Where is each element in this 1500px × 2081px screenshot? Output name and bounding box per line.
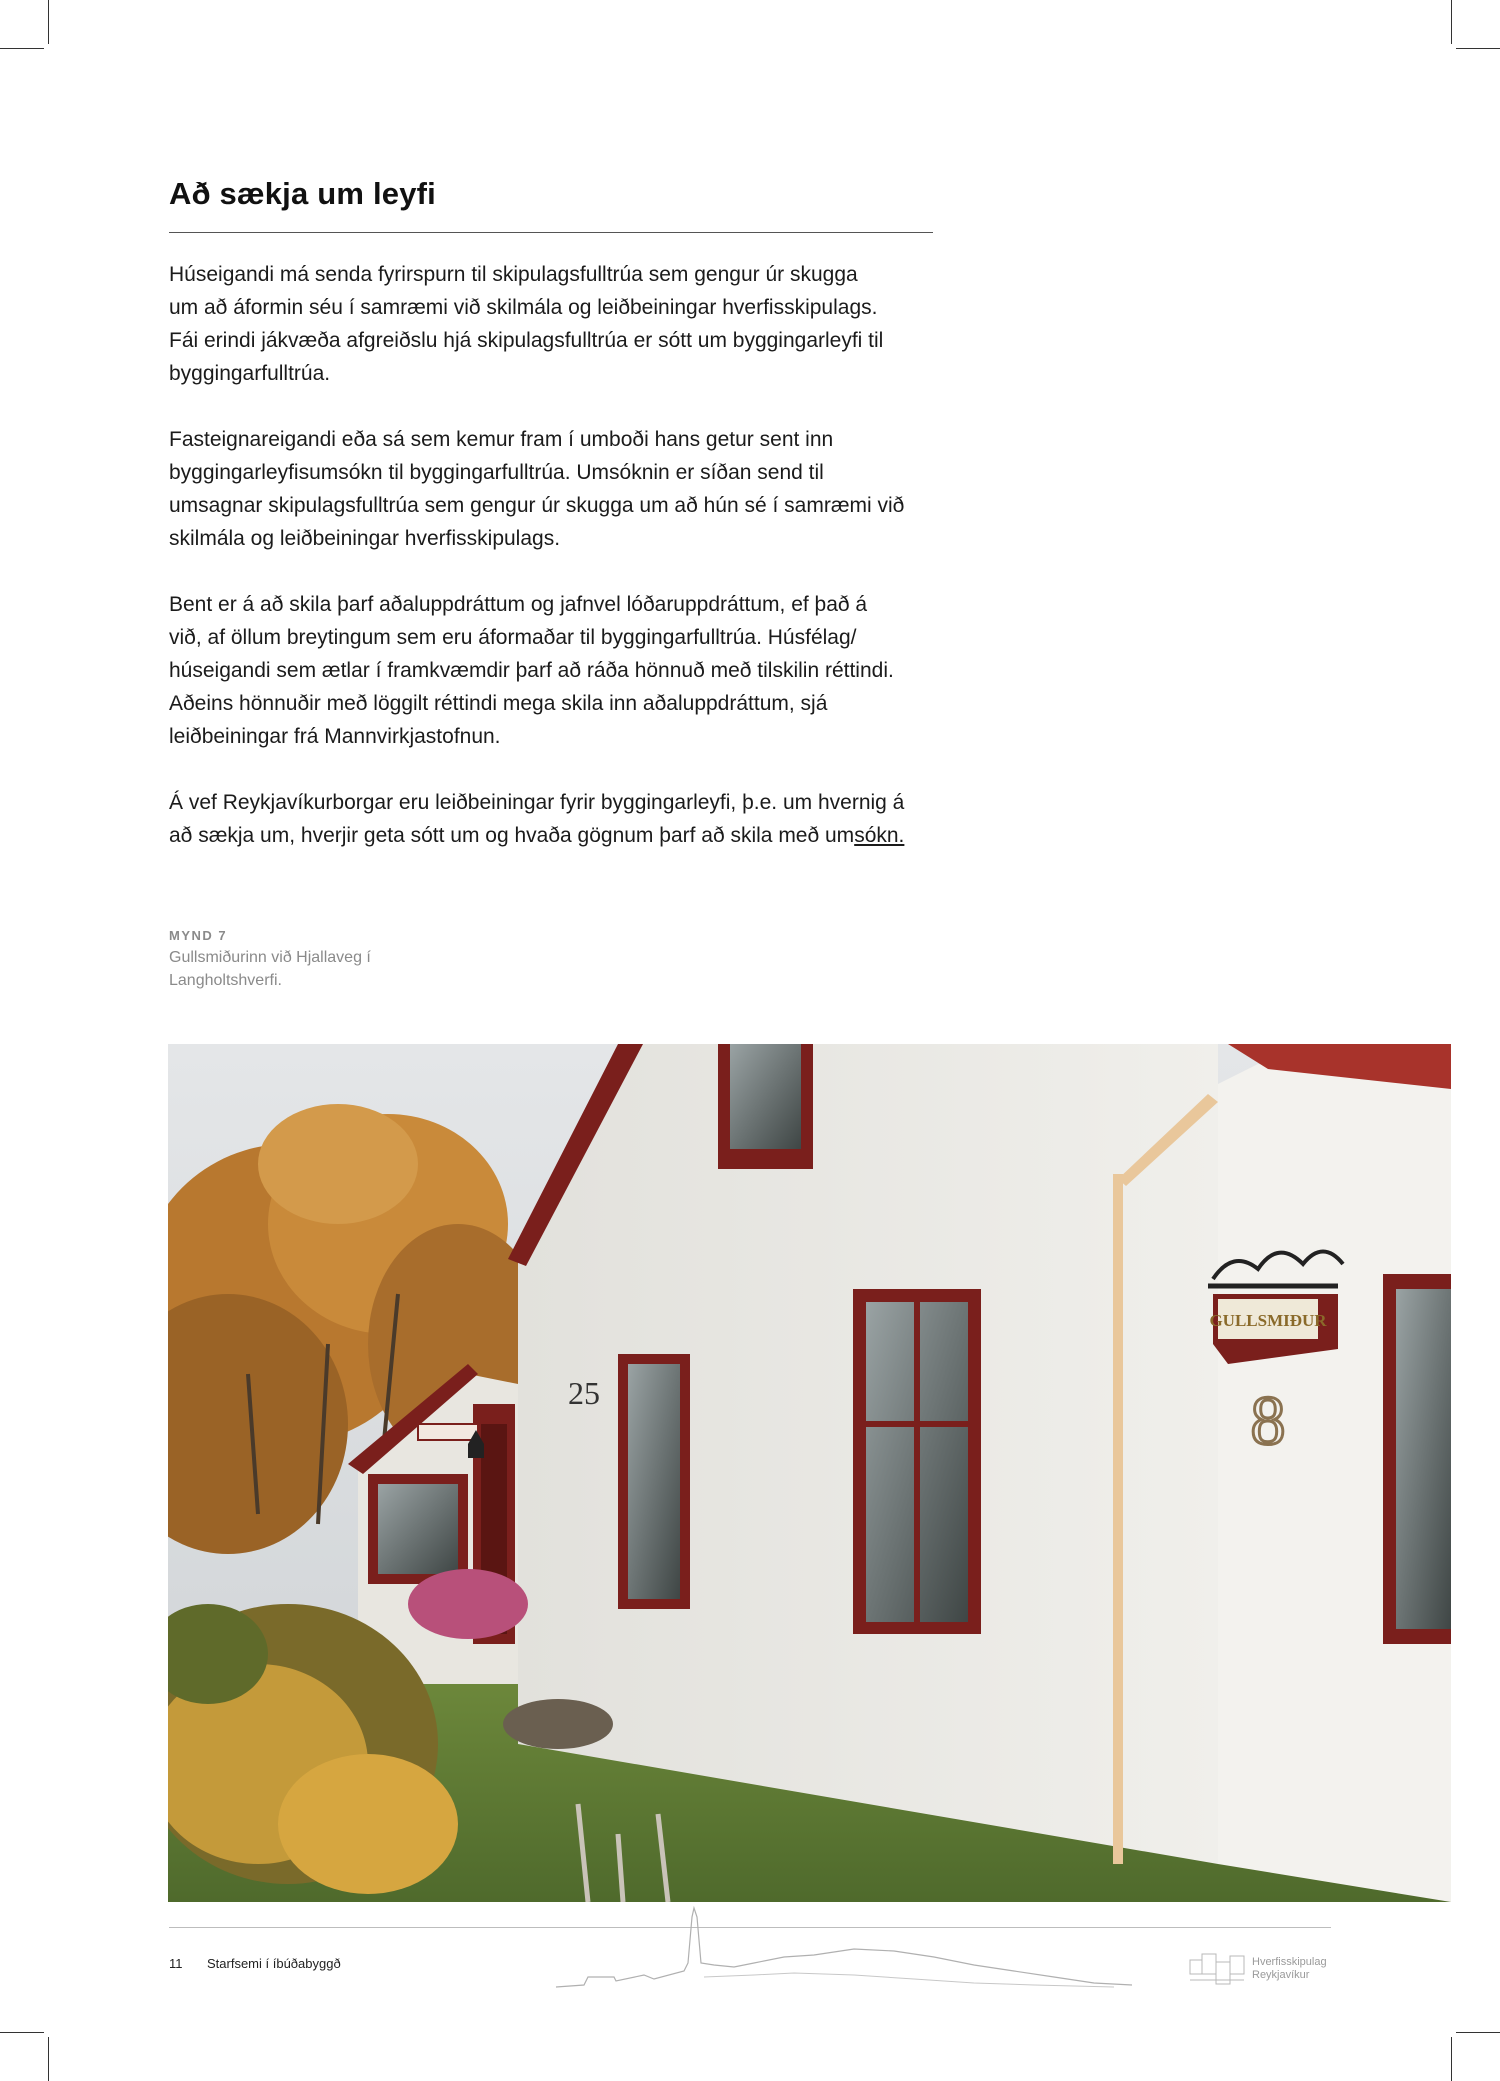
logo-line: Reykjavíkur — [1252, 1969, 1310, 1981]
body-text — [169, 258, 944, 885]
skyline-graphic — [554, 1905, 1134, 1995]
text-line: umsagnar skipulagsfulltrúa sem gengur úr skugga um að hún sé í samræmi við — [169, 494, 905, 517]
page-number: 11 — [169, 1956, 183, 1971]
crop-mark — [1456, 2032, 1500, 2033]
crop-mark — [1451, 2037, 1452, 2081]
text-line: skilmála og leiðbeiningar hverfisskipulags. — [169, 527, 561, 550]
crop-mark — [1451, 0, 1452, 44]
text-line: Aðeins hönnuðir með löggilt réttindi mega skila inn aðaluppdráttum, sjá — [169, 692, 828, 715]
text-line: Fasteignareigandi eða sá sem kemur fram í umboði hans getur sent inn — [169, 428, 834, 451]
logo-line: Hverfisskipulag — [1252, 1956, 1327, 1968]
application-link[interactable]: sókn. — [854, 824, 905, 847]
crop-mark — [48, 2037, 49, 2081]
paragraph — [169, 588, 944, 753]
logo-icon — [1188, 1950, 1248, 1988]
house-number-8: 8 — [1250, 1383, 1286, 1460]
paragraph — [169, 423, 944, 555]
sign-text: GULLSMIÐUR — [1209, 1311, 1327, 1330]
heading-divider — [169, 232, 933, 233]
logo-text — [1252, 1956, 1327, 1982]
text-line: Á vef Reykjavíkurborgar eru leiðbeiningar fyrir byggingarleyfi, þ.e. um hvernig á — [169, 791, 905, 814]
text-line: Húseigandi má senda fyrirspurn til skipulagsfulltrúa sem gengur úr skugga — [169, 263, 858, 286]
figure-label: MYND 7 — [169, 928, 228, 943]
text-line: Bent er á að skila þarf aðaluppdráttum og jafnvel lóðaruppdráttum, ef það á — [169, 593, 868, 616]
text-line: leiðbeiningar frá Mannvirkjastofnun. — [169, 725, 501, 748]
text-line: um að áformin séu í samræmi við skilmála og leiðbeiningar hverfisskipulags. — [169, 296, 878, 319]
text-line: byggingarfulltrúa. — [169, 362, 331, 385]
house-number-25: 25 — [568, 1375, 600, 1411]
text-line: við, af öllum breytingum sem eru áformaðar til byggingarfulltrúa. Húsfélag/ — [169, 626, 857, 649]
section-name: Starfsemi í íbúðabyggð — [207, 1956, 341, 1971]
text-line: húseigandi sem ætlar í framkvæmdir þarf að ráða hönnuð með tilskilin réttindi. — [169, 659, 894, 682]
text-fragment: að sækja um, hverjir geta sótt um og hvaða gögnum þarf að skila með um — [169, 824, 855, 847]
text-line: Fái erindi jákvæða afgreiðslu hjá skipulagsfulltrúa er sótt um byggingarleyfi til — [169, 329, 884, 352]
text-line — [169, 819, 944, 852]
crop-mark — [1456, 48, 1500, 49]
crop-mark — [48, 0, 49, 44]
text-line: byggingarleyfisumsókn til byggingarfulltrúa. Umsóknin er síðan send til — [169, 461, 824, 484]
figure-caption — [169, 926, 371, 992]
page-heading: Að sækja um leyfi — [169, 176, 436, 211]
caption-line: Langholtshverfi. — [169, 972, 282, 989]
paragraph — [169, 258, 944, 390]
caption-line: Gullsmiðurinn við Hjallaveg í — [169, 949, 371, 966]
crop-mark — [0, 2032, 44, 2033]
crop-mark — [0, 48, 44, 49]
paragraph — [169, 786, 944, 852]
house-photo — [168, 1044, 1451, 1902]
